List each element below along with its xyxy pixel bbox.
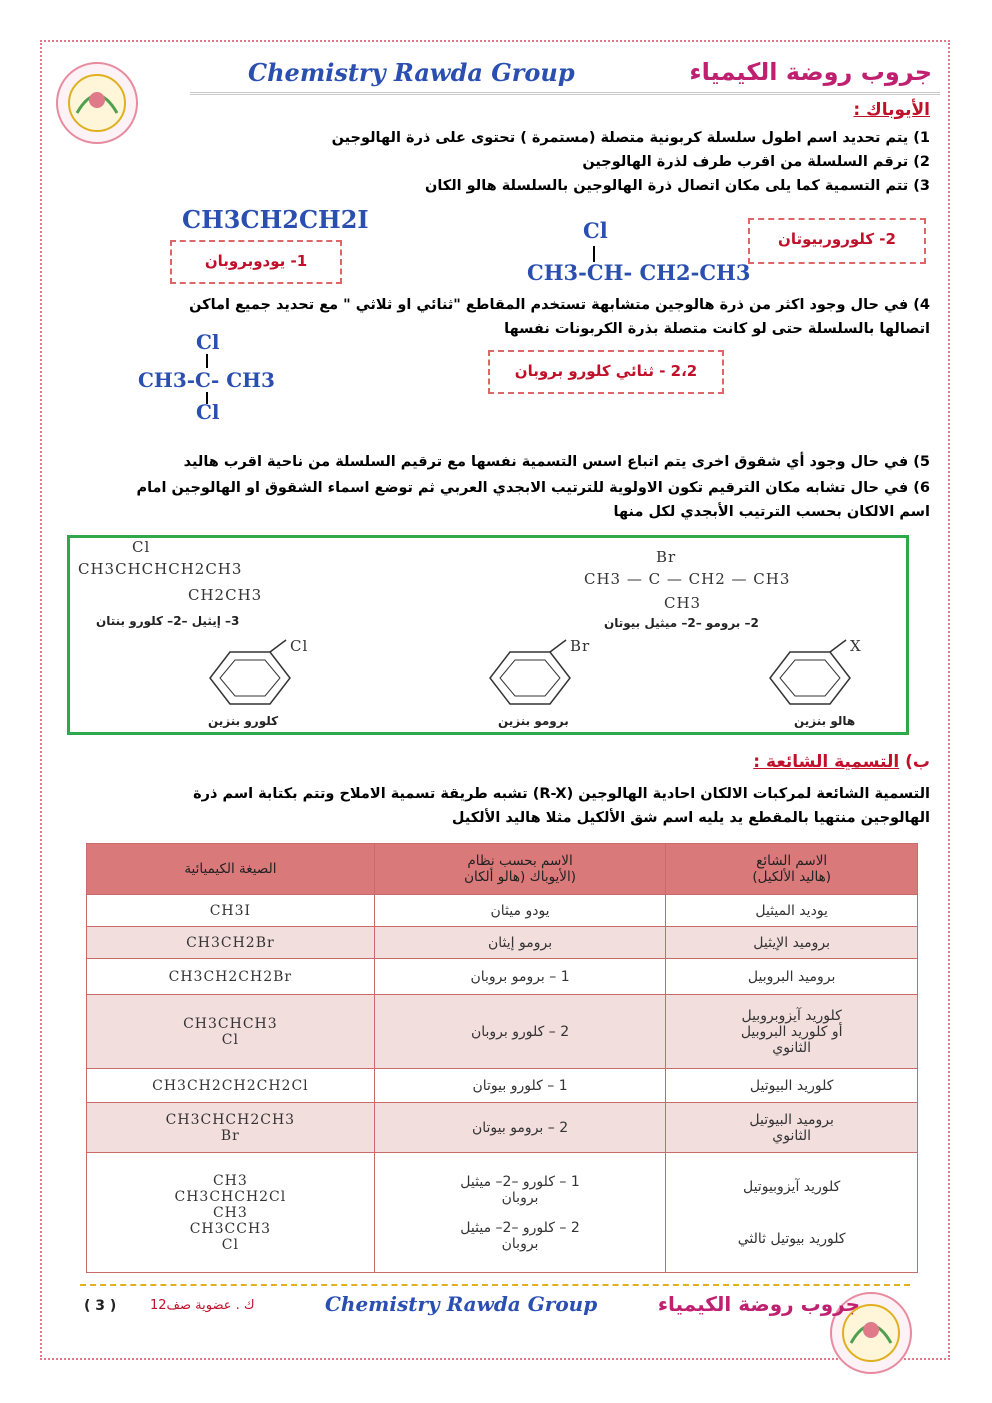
header-title-en: Chemistry Rawda Group — [248, 58, 575, 87]
rule-6 — [64, 478, 930, 498]
bromobenzene-structure — [470, 638, 620, 718]
header-title-ar: جروب روضة الكيمياء — [689, 58, 932, 86]
example1-name-box — [170, 240, 342, 284]
formula-b-sub: Cl — [221, 1236, 239, 1253]
cell-iupac — [374, 1153, 666, 1273]
footer-class-label: ك . عضوية صف12 — [150, 1298, 255, 1313]
benz3-sub: X — [850, 637, 862, 655]
rule-number: 3) — [913, 178, 930, 194]
cell-formula: CH3CH2CH2CH2Cl — [87, 1069, 375, 1103]
common-line1: كلوريد آيزوبروبيل — [741, 1007, 842, 1024]
cell-iupac: يودو ميثان — [374, 895, 666, 927]
ex1-name: 3– إيثيل –2– كلورو بنتان — [96, 614, 240, 628]
header-common: الاسم الشائع (هاليد الألكيل) — [666, 844, 918, 895]
common-paragraph-line2: الهالوجين منتهيا بالمقطع يد يليه اسم شق الألكيل مثلا هاليد الألكيل — [451, 810, 930, 826]
rule-number: 4) — [913, 297, 930, 313]
cell-formula: CH3I — [87, 895, 375, 927]
naming-table — [86, 843, 918, 1273]
example2-name-box — [748, 218, 926, 264]
table-row — [87, 1103, 918, 1153]
common-line3: الثانوي — [772, 1039, 812, 1056]
cell-iupac: 1 – برومو بروبان — [374, 959, 666, 995]
cell-common: بروميد الإيثيل — [666, 927, 918, 959]
rule-number: 6) — [913, 480, 930, 496]
iupac-b-line1: 2 – كلورو –2– ميثيل — [460, 1219, 580, 1236]
ex1-formula: CH3CHCHCH2CH3 — [78, 560, 243, 578]
footer-divider — [80, 1284, 910, 1286]
example3-formula: CH3-C- CH3 — [138, 368, 275, 392]
example1-name: 1- يودوبروبان — [204, 252, 308, 270]
cell-iupac: 2 – كلورو بروبان — [374, 995, 666, 1069]
rule-3 — [425, 176, 930, 196]
common-line1: كلوريد آيزوبيوتيل — [742, 1178, 841, 1195]
formula-sub: Cl — [221, 1031, 239, 1048]
cell-formula — [87, 1103, 375, 1153]
formula-b-main: CH3CCH3 — [189, 1220, 272, 1237]
iupac-line2: بروبان — [501, 1189, 539, 1206]
benz1-sub: Cl — [290, 637, 309, 655]
example3-cl-top: Cl — [196, 330, 220, 354]
cell-common — [666, 1153, 918, 1273]
ex2-substituent: CH3 — [664, 594, 702, 612]
ex2-formula: CH3 — C — CH2 — CH3 — [584, 570, 791, 588]
formula-sub: Br — [220, 1127, 240, 1144]
footer-title-ar: جروب روضة الكيمياء — [657, 1292, 860, 1316]
ex1-cl: Cl — [132, 538, 151, 556]
cell-formula: CH3CH2CH2Br — [87, 959, 375, 995]
cell-common: كلوريد البيوتيل — [666, 1069, 918, 1103]
ex2-name: 2– برومو –2– ميثيل بيوتان — [604, 616, 759, 630]
cell-common — [666, 995, 918, 1069]
rule-5 — [184, 452, 930, 472]
cell-iupac: 2 – برومو بيوتان — [374, 1103, 666, 1153]
header-iupac: الاسم بحسب نظام (الأيوباك (هالو ألكان — [374, 844, 666, 895]
rule-6-cont — [614, 502, 930, 522]
cell-formula — [87, 1153, 375, 1273]
chlorobenzene-structure — [190, 638, 340, 718]
common-b-line1: كلوريد بيوتيل ثالثي — [737, 1230, 846, 1247]
example1-formula: CH3CH2CH2I — [182, 205, 369, 234]
cell-iupac: برومو إيثان — [374, 927, 666, 959]
rule-2 — [582, 152, 930, 172]
iupac-b-line2: بروبان — [501, 1235, 539, 1252]
section-title-text: التسمية الشائعة : — [753, 752, 900, 772]
ex1-substituent: CH2CH3 — [188, 586, 263, 604]
rule-text: ترقم السلسلة من اقرب طرف لذرة الهالوجين — [582, 154, 909, 170]
examples-box — [67, 535, 909, 735]
formula-b-top: CH3 — [212, 1204, 248, 1221]
cell-common: يوديد الميثيل — [666, 895, 918, 927]
rule-text: في حال وجود أي شقوق اخرى يتم اتباع اسس التسمية نفسها مع ترقيم السلسلة من ناحية اقرب هاليد — [183, 454, 909, 470]
table-row — [87, 1153, 918, 1273]
table-header-row — [87, 844, 918, 895]
page-number: ( 3 ) — [84, 1298, 117, 1314]
rule-number: 2) — [913, 154, 930, 170]
rule-number: 1) — [913, 130, 930, 146]
rule-text-line1: في حال تشابه مكان الترقيم تكون الاولوية للترتيب الابجدي العربي ثم توضع اسماء الشقوق او الهالوجين امام — [136, 480, 909, 496]
rule-text: يتم تحديد اسم اطول سلسلة كربونية متصلة (مستمرة ) تحتوى على ذرة الهالوجين — [331, 130, 909, 146]
section-title-common — [753, 752, 930, 772]
cell-formula — [87, 995, 375, 1069]
header-formula: الصيغة الكيميائية — [87, 844, 375, 895]
benz3-name: هالو بنزين — [794, 714, 856, 728]
common-line2: الثانوي — [772, 1127, 812, 1144]
table-row — [87, 895, 918, 927]
example3-cl-bottom: Cl — [196, 400, 220, 424]
rule-4-cont — [504, 319, 930, 339]
halobenzene-structure — [750, 638, 900, 718]
rule-text: تتم التسمية كما يلى مكان اتصال ذرة الهالوجين بالسلسلة هالو الكان — [424, 178, 909, 194]
rule-text-line2: اتصالها بالسلسلة حتى لو كانت متصلة بذرة الكربونات نفسها — [504, 321, 930, 337]
header-divider — [190, 92, 940, 95]
cell-common: بروميد البروبيل — [666, 959, 918, 995]
rule-number: 5) — [913, 454, 930, 470]
table-row — [87, 927, 918, 959]
formula-main: CH3CHCH2Cl — [174, 1188, 287, 1205]
rule-4 — [60, 295, 930, 315]
iupac-line1: 1 – كلورو –2– ميثيل — [460, 1173, 580, 1190]
formula-top: CH3 — [212, 1172, 248, 1189]
benz2-name: برومو بنزين — [498, 714, 569, 728]
footer-title-en: Chemistry Rawda Group — [325, 1292, 598, 1316]
bond-line — [206, 354, 208, 368]
example2-name: 2- كلوروربيوتان — [778, 230, 896, 248]
table-row — [87, 995, 918, 1069]
cell-common — [666, 1103, 918, 1153]
rule-text-line2: اسم الالكان بحسب الترتيب الأبجدي لكل منها — [613, 504, 930, 520]
example2-cl: Cl — [583, 218, 608, 243]
table-row — [87, 1069, 918, 1103]
section-title-iupac: الأيوباك : — [853, 100, 930, 120]
cell-iupac: 1 – كلورو بيوتان — [374, 1069, 666, 1103]
benz1-name: كلورو بنزين — [208, 714, 279, 728]
group-logo-left — [52, 58, 142, 148]
rule-1 — [332, 128, 930, 148]
benz2-sub: Br — [570, 637, 591, 655]
rule-text-line1: في حال وجود اكثر من ذرة هالوجين متشابهة تستخدم المقاطع "ثنائي او ثلاثي " مع تحديد جميع اماكن — [189, 297, 909, 313]
formula-main: CH3CHCH3 — [183, 1015, 278, 1032]
common-paragraph-line1: التسمية الشائعة لمركبات الالكان احادية الهالوجين (R-X) تشبه طريقة تسمية الاملاح وتتم بكتابة اسم ذرة — [193, 786, 930, 802]
cell-formula: CH3CH2Br — [87, 927, 375, 959]
example3-name: 2،2 - ثنائي كلورو بروبان — [514, 362, 698, 380]
common-line1: بروميد البيوتيل — [749, 1111, 834, 1128]
ex2-br: Br — [656, 548, 677, 566]
example3-name-box — [488, 350, 724, 394]
section-prefix: ب) — [905, 752, 930, 772]
table-row — [87, 959, 918, 995]
example2-formula: CH3-CH- CH2-CH3 — [527, 260, 751, 285]
common-line2: أو كلوريد البروبيل — [740, 1023, 843, 1040]
formula-main: CH3CHCH2CH3 — [165, 1111, 296, 1128]
